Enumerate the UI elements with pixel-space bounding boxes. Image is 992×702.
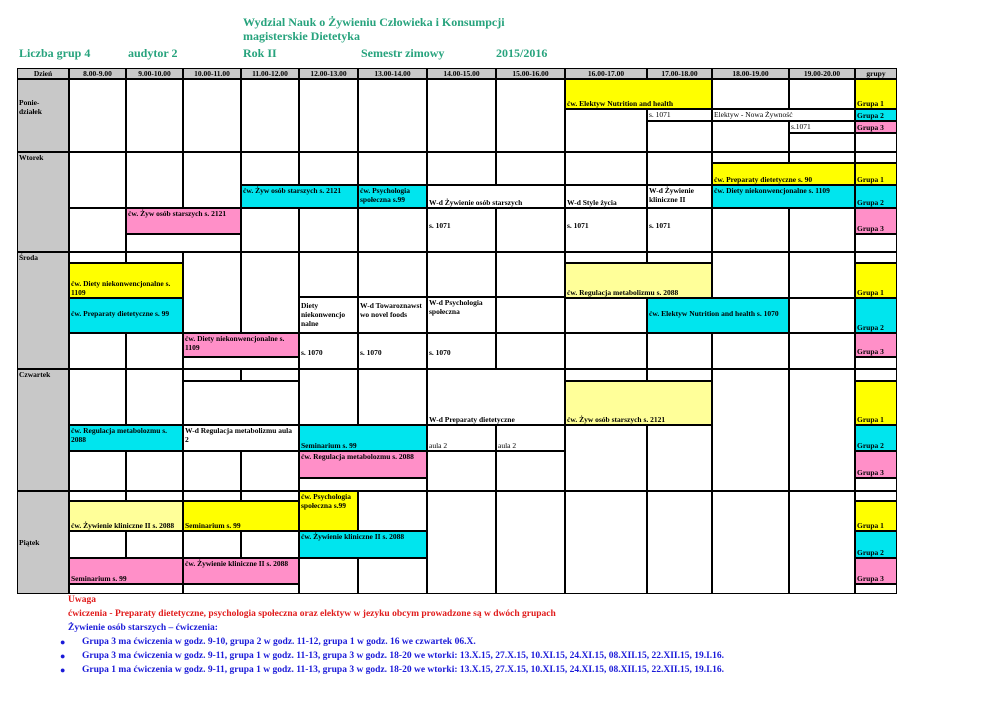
empty-cell <box>855 133 897 152</box>
empty-cell <box>565 152 647 185</box>
faculty-title: Wydzial Nauk o Żywieniu Człowieka i Konsumpcji <box>243 15 505 29</box>
class-block: W-d Psychologia społeczna <box>427 297 496 333</box>
empty-cell <box>299 79 358 152</box>
note-heading: Uwaga <box>68 595 96 605</box>
col-header-groups: grupy <box>855 68 897 79</box>
empty-cell <box>789 208 855 252</box>
empty-cell <box>496 252 565 297</box>
day-label-monday: Ponie- działek <box>17 79 69 152</box>
day-label-wednesday: Środa <box>17 252 69 369</box>
empty-cell <box>299 558 358 594</box>
empty-cell <box>183 252 241 333</box>
day-label-tuesday: Wtorek <box>17 152 69 252</box>
class-block: ćw. Diety niekonwencjonalne s. 1109 <box>712 185 855 208</box>
class-block: ćw. Regulacja metabolizmu s. 2088 <box>565 263 712 298</box>
empty-cell <box>855 584 897 594</box>
empty-cell <box>183 584 299 594</box>
empty-cell <box>126 333 183 369</box>
empty-cell <box>299 208 358 252</box>
empty-cell <box>496 79 565 152</box>
col-header-hour: 19.00-20.00 <box>789 68 855 79</box>
empty-cell <box>496 152 565 185</box>
empty-cell <box>241 369 299 381</box>
group-label-2: Grupa 2 <box>855 298 897 333</box>
note-bullet: Grupa 3 ma ćwiczenia w godz. 9-10, grupa 2 w godz. 11-12, grupa 1 w godz. 16 we czwartek 06.X. <box>82 637 476 647</box>
class-block: Seminarium s. 99 <box>183 501 299 531</box>
empty-cell <box>183 369 241 381</box>
class-block: Seminarium s. 99 <box>299 425 427 451</box>
empty-cell <box>712 252 789 298</box>
note-elderly: Żywienie osób starszych – ćwiczenia: <box>68 623 218 633</box>
empty-cell <box>126 79 183 152</box>
col-header-day: Dzień <box>17 68 69 79</box>
empty-cell <box>427 252 496 297</box>
empty-cell <box>855 478 897 491</box>
empty-cell <box>358 558 427 594</box>
empty-cell <box>647 121 712 152</box>
empty-cell <box>69 584 183 594</box>
empty-cell <box>241 79 299 152</box>
empty-cell <box>712 152 789 163</box>
group-label-2: Grupa 2 <box>855 109 897 121</box>
room-label: s.1071 <box>789 121 855 133</box>
empty-cell <box>565 252 647 263</box>
empty-cell <box>496 491 565 594</box>
class-block: ćw. Diety niekonwencjonalne s. 1109 <box>183 333 299 357</box>
empty-cell <box>358 369 427 425</box>
empty-cell <box>299 478 427 491</box>
empty-cell <box>126 451 183 491</box>
class-block: ćw. Preparaty dietetyczne s. 99 <box>69 298 183 333</box>
class-block: ćw. Żyw osób starszych s. 2121 <box>565 381 712 425</box>
class-block: W-d Żywienie osób starszych <box>427 185 565 208</box>
empty-cell <box>789 133 855 152</box>
room-label: s. 1070 <box>299 333 358 369</box>
class-block: ćw. Żywienie kliniczne II s. 2088 <box>299 531 427 558</box>
col-header-hour: 11.00-12.00 <box>241 68 299 79</box>
empty-cell <box>183 152 241 208</box>
class-block: W-d Regulacja metabolizmu aula 2 <box>183 425 299 451</box>
note-bullet: Grupa 1 ma ćwiczenia w godz. 9-11, grupa 1 w godz. 11-13, grupa 3 w godz. 18-20 we wtorki: 13.X.15, 27.X.15, 10.XI.15, 24.XI.15, 08.XII.15, 22.XII.15, 19.I.16. <box>82 665 725 675</box>
empty-cell <box>712 369 789 491</box>
empty-cell <box>712 491 789 594</box>
empty-cell <box>241 531 299 558</box>
empty-cell <box>358 491 427 531</box>
empty-cell <box>69 79 126 152</box>
empty-cell <box>427 491 496 594</box>
empty-cell <box>712 333 789 369</box>
room-label: s. 1071 <box>647 109 712 121</box>
auditor-count: audytor 2 <box>128 46 178 60</box>
empty-cell <box>358 152 427 185</box>
bullet-icon: ● <box>60 637 66 647</box>
class-block: Diety niekonwencjo nalne <box>299 297 358 333</box>
empty-cell <box>299 152 358 185</box>
group-label-3: Grupa 3 <box>855 121 897 133</box>
empty-cell <box>358 79 427 152</box>
study-year: Rok II <box>243 46 277 60</box>
empty-cell <box>496 208 565 252</box>
empty-cell <box>69 252 126 263</box>
empty-cell <box>647 491 712 594</box>
class-block: ćw. Diety niekonwencjonalne s. 1109 <box>69 263 183 298</box>
empty-cell <box>126 369 183 425</box>
empty-cell <box>183 79 241 152</box>
class-block: ćw. Psychologia społeczna s.99 <box>358 185 427 208</box>
empty-cell <box>789 152 855 163</box>
note-bullet: Grupa 3 ma ćwiczenia w godz. 9-11, grupa 1 w godz. 11-13, grupa 3 w godz. 18-20 we wtorki: 13.X.15, 27.X.15, 10.XI.15, 24.XI.15, 08.XII.15, 22.XII.15, 19.I.16. <box>82 651 725 661</box>
empty-cell <box>69 369 126 425</box>
empty-cell <box>69 491 126 501</box>
empty-cell <box>565 109 647 152</box>
empty-cell <box>647 369 712 381</box>
class-block: ćw. Preparaty dietetyczne s. 90 <box>712 163 855 185</box>
col-header-hour: 17.00-18.00 <box>647 68 712 79</box>
group-label-3: Grupa 3 <box>855 558 897 584</box>
empty-cell <box>241 491 299 501</box>
empty-cell <box>647 152 712 185</box>
class-block: ćw. Psychologia społeczna s.99 <box>299 491 358 531</box>
empty-cell <box>855 369 897 381</box>
col-header-hour: 9.00-10.00 <box>126 68 183 79</box>
empty-cell <box>241 152 299 185</box>
empty-cell <box>855 252 897 263</box>
empty-cell <box>126 152 183 208</box>
empty-cell <box>855 357 897 369</box>
class-block: ćw. Żywienie kliniczne II s. 2088 <box>183 558 299 584</box>
empty-cell <box>183 531 241 558</box>
empty-cell <box>69 152 126 208</box>
class-block: Seminarium s. 99 <box>69 558 183 584</box>
empty-cell <box>427 79 496 152</box>
program-title: magisterskie Dietetyka <box>243 29 360 43</box>
empty-cell <box>183 357 299 369</box>
empty-cell <box>565 298 647 333</box>
empty-cell <box>789 333 855 369</box>
empty-cell <box>565 491 647 594</box>
bullet-icon: ● <box>60 651 66 661</box>
group-label-1: Grupa 1 <box>855 163 897 185</box>
col-header-hour: 14.00-15.00 <box>427 68 496 79</box>
empty-cell <box>241 451 299 491</box>
class-block: W-d Żywienie kliniczne II <box>647 185 712 208</box>
room-label: aula 2 <box>496 425 565 451</box>
group-label-1: Grupa 1 <box>855 501 897 531</box>
note-exercises: ćwiczenia - Preparaty dietetyczne, psychologia społeczna oraz elektyw w jezyku obcym prowadzone są w dwóch grupach <box>68 609 556 619</box>
empty-cell <box>299 252 358 297</box>
empty-cell <box>69 333 126 369</box>
group-label-2: Grupa 2 <box>855 185 897 208</box>
group-label-3: Grupa 3 <box>855 208 897 234</box>
empty-cell <box>789 369 855 491</box>
empty-cell <box>855 491 897 501</box>
room-label: aula 2 <box>427 425 496 451</box>
empty-cell <box>126 531 183 558</box>
empty-cell <box>427 152 496 185</box>
col-header-hour: 18.00-19.00 <box>712 68 789 79</box>
empty-cell <box>358 252 427 297</box>
empty-cell <box>496 297 565 333</box>
empty-cell <box>855 152 897 163</box>
room-label: s. 1071 <box>647 208 712 252</box>
empty-cell <box>565 369 647 381</box>
col-header-hour: 16.00-17.00 <box>565 68 647 79</box>
empty-cell <box>565 425 647 491</box>
empty-cell <box>126 252 183 263</box>
empty-cell <box>183 451 241 491</box>
empty-cell <box>789 298 855 333</box>
class-block: W-d Preparaty dietetyczne <box>427 369 565 425</box>
class-block: ćw. Żyw osób starszych s. 2121 <box>126 208 241 234</box>
room-label: s. 1070 <box>427 333 496 369</box>
timetable-grid <box>17 68 897 594</box>
empty-cell <box>126 491 183 501</box>
empty-cell <box>496 333 565 369</box>
class-block: W-d Style życia <box>565 185 647 208</box>
empty-cell <box>69 208 126 252</box>
group-label-3: Grupa 3 <box>855 333 897 357</box>
group-label-1: Grupa 1 <box>855 79 897 109</box>
class-block: ćw. Regulacja metabolozmu s. 2088 <box>69 425 183 451</box>
empty-cell <box>789 491 855 594</box>
col-header-hour: 13.00-14.00 <box>358 68 427 79</box>
empty-cell <box>358 208 427 252</box>
empty-cell <box>712 79 789 109</box>
group-label-1: Grupa 1 <box>855 263 897 298</box>
empty-cell <box>183 491 241 501</box>
room-label: s. 1070 <box>358 333 427 369</box>
empty-cell <box>789 252 855 298</box>
empty-cell <box>789 79 855 109</box>
empty-cell <box>647 333 712 369</box>
group-label-1: Grupa 1 <box>855 381 897 425</box>
col-header-hour: 12.00-13.00 <box>299 68 358 79</box>
day-label-friday: Piątek <box>17 491 69 594</box>
class-block: ćw. Elektyw Nutrition and health <box>565 79 712 109</box>
empty-cell <box>647 252 712 263</box>
empty-cell <box>126 234 241 252</box>
class-block: ćw. Elektyw Nutrition and health s. 1070 <box>647 298 789 333</box>
room-label: s. 1071 <box>427 208 496 252</box>
academic-year: 2015/2016 <box>496 46 548 60</box>
group-label-3: Grupa 3 <box>855 451 897 478</box>
empty-cell <box>69 451 126 491</box>
empty-cell <box>183 381 299 425</box>
empty-cell <box>427 451 496 491</box>
group-label-2: Grupa 2 <box>855 425 897 451</box>
groups-count: Liczba grup 4 <box>19 46 91 60</box>
empty-cell <box>647 425 712 491</box>
empty-cell <box>496 451 565 491</box>
empty-cell <box>69 531 126 558</box>
empty-cell <box>712 208 789 252</box>
col-header-hour: 15.00-16.00 <box>496 68 565 79</box>
col-header-hour: 8.00-9.00 <box>69 68 126 79</box>
class-block: W-d Towaroznawst wo novel foods <box>358 297 427 333</box>
class-block: ćw. Żywienie kliniczne II s. 2088 <box>69 501 183 531</box>
empty-cell <box>299 369 358 425</box>
bullet-icon: ● <box>60 665 66 675</box>
group-label-2: Grupa 2 <box>855 531 897 558</box>
class-block: ćw. Żyw osób starszych s. 2121 <box>241 185 358 208</box>
day-label-thursday: Czwartek <box>17 369 69 491</box>
empty-cell <box>712 121 789 152</box>
semester: Semestr zimowy <box>361 46 445 60</box>
room-label: s. 1071 <box>565 208 647 252</box>
class-block: ćw. Regulacja metabolozmu s. 2088 <box>299 451 427 478</box>
empty-cell <box>241 208 299 252</box>
empty-cell <box>855 234 897 252</box>
empty-cell <box>565 333 647 369</box>
empty-cell <box>241 252 299 333</box>
col-header-hour: 10.00-11.00 <box>183 68 241 79</box>
class-block: Elektyw - Nowa Żywność <box>712 109 855 121</box>
